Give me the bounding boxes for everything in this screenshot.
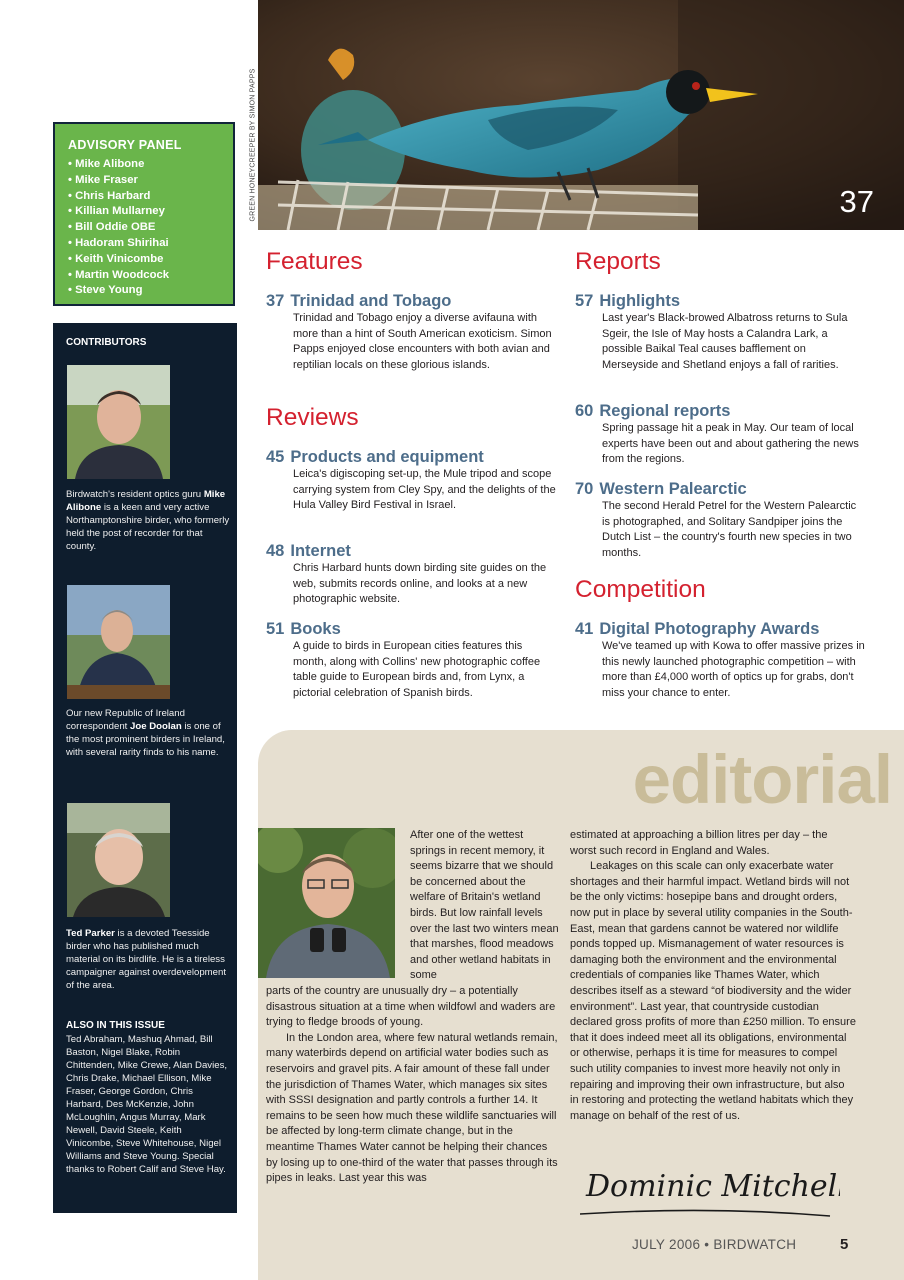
entry-title: 51 Books — [266, 620, 341, 638]
contributor-bio: Ted Parker is a devoted Teesside birder who has published much material on its birdlife. He is a tireless campaigner against overdevelopment of the area. — [66, 928, 226, 991]
feature-page-number: 37 — [839, 184, 874, 219]
footer-page-number: 5 — [840, 1236, 849, 1253]
advisory-member: • Mike Alibone — [68, 157, 233, 173]
contents-entry[interactable] — [575, 402, 865, 468]
svg-text:Dominic Mitchell: Dominic Mitchell — [586, 1169, 840, 1204]
advisory-list — [68, 157, 233, 299]
editorial-column-2: estimated at approaching a billion litres per day – the worst such record in England and Wales. Leakages on this scale can only exacerbate water shortages and their harmful impact. Wetland birds will not be the only victims: hosepipe bans and drought orders, now put in place by several utility companies in the South-East, mean that gardens cannot be watered nor wildlife ponds topped up. Mismanagement of water resources is damaging both the environment and the environmental credentials of companies like Thames Water, which describes itself as a steward “of biodiversity and the wider environment”. Last year, that countryside custodian declared gross profits of more than £250 million. To ensure that it does indeed meet all its obligations, environmental or otherwise, perhaps it is time for measures to compel such utility companies to invest more heavily not only in repairing and improving their own infrastructure, but also in restoring and protecting the wetland habitats which they manage on behalf of the rest of us. — [570, 829, 856, 1122]
advisory-member: • Keith Vinicombe — [68, 252, 233, 268]
advisory-panel — [53, 122, 235, 306]
contributor-photo — [67, 803, 170, 917]
advisory-member: • Bill Oddie OBE — [68, 220, 233, 236]
advisory-member: • Steve Young — [68, 283, 233, 299]
advisory-title: ADVISORY PANEL — [68, 138, 182, 152]
advisory-member: • Martin Woodcock — [68, 268, 233, 284]
advisory-member: • Hadoram Shirihai — [68, 236, 233, 252]
contributor-photo — [67, 365, 170, 479]
entry-title: 48 Internet — [266, 542, 351, 560]
features-heading: Features — [266, 248, 363, 275]
contributor-bio: Birdwatch's resident optics guru Mike Alibone is a keen and very active Northamptonshire birder, who formerly held the post of recorder for that county. — [66, 489, 230, 552]
editorial-column-1: parts of the country are unusually dry – a potentially disastrous situation at a time when wildfowl and waders are trying to fledge broods of young. In the London area, where few natural wetlands remain, many waterbirds depend on artificial water bodies such as reservoirs and gravel pits. A fair amount of these fall under the jurisdiction of Thames Water, which manages six sites with SSSI designation and partly controls a further 14. It remains to be seen how much these wildlife sanctuaries will be affected by long-term climate change, but in the meantime Thames Water cannot be helping their chances by losing up to one-third of the water that passes through its pipes in leaks. Last year this was — [266, 985, 558, 1185]
contributor-bio: Our new Republic of Ireland correspondent Joe Doolan is one of the most prominent birders in Ireland, with several rarity finds to his name. — [66, 708, 225, 758]
entry-title: 45 Products and equipment — [266, 448, 484, 466]
competition-heading: Competition — [575, 576, 706, 603]
editorial-heading: editorial — [632, 741, 892, 818]
hero-photo — [258, 0, 904, 230]
entry-text: Spring passage hit a peak in May. Our team of local experts have been out and about gathering the news from the regions. — [602, 422, 859, 466]
photo-credit: GREEN HONEYCREEPER BY SIMON PAPPS — [249, 68, 257, 222]
reports-heading: Reports — [575, 248, 661, 275]
entry-text: A guide to birds in European cities features this month, along with Collins' new photographic coffee table guide to European birds and, from Lynx, a pictorial celebration of Spanish birds. — [293, 640, 541, 699]
entry-text: Chris Harbard hunts down birding site guides on the web, submits records online, and looks at a new photographic website. — [293, 562, 547, 606]
also-in-issue-title: ALSO IN THIS ISSUE — [66, 1020, 165, 1031]
entry-text: We've teamed up with Kowa to offer massive prizes in this newly launched photographic competition – with more than £4,000 worth of optics up for grabs, don't miss your chance to enter. — [602, 640, 865, 699]
contributor-photo — [67, 585, 170, 699]
entry-text: Leica's digiscoping set-up, the Mule tripod and scope carrying system from Cley Spy, and the delights of the Hula Valley Bird Festival in Israel. — [293, 468, 556, 512]
editor-photo — [258, 828, 395, 978]
contents-entry[interactable] — [575, 480, 865, 561]
contents-entry[interactable] — [266, 448, 556, 514]
also-in-issue-text: Ted Abraham, Mashuq Ahmad, Bill Baston, Nigel Blake, Robin Chittenden, Mike Crewe, Alan Davies, Chris Drake, Michael Ellison, Mike Fraser, George Gordon, Chris Harbard, Des McKenzie, John McLoughlin, Angus Murray, Mark Newell, David Steele, Keith Vinicombe, Steve Whitehouse, Nigel Williams and Steve Young. Special thanks to Robert Calif and Steve Hay. — [66, 1034, 228, 1175]
advisory-member: • Mike Fraser — [68, 173, 233, 189]
contents-entry[interactable] — [575, 620, 865, 701]
reviews-heading: Reviews — [266, 404, 359, 431]
entry-title: 41 Digital Photography Awards — [575, 620, 820, 638]
entry-text: The second Herald Petrel for the Western Palearctic is photographed, and Solitary Sandpiper joins the Dutch List – the country's fourth new species in two months. — [602, 500, 857, 559]
contributors-panel — [53, 323, 237, 1213]
contributors-title: CONTRIBUTORS — [66, 337, 147, 348]
footer-issue: JULY 2006 • BIRDWATCH — [632, 1237, 797, 1252]
advisory-member: • Chris Harbard — [68, 189, 233, 205]
editor-signature — [580, 1156, 840, 1225]
editorial-wrap-text: After one of the wettest springs in recent memory, it seems bizarre that we should be concerned about the welfare of Britain's wetland birds. But low rainfall levels over the last two winters mean that marshes, flood meadows and other wetland habitats in some — [410, 829, 559, 982]
entry-title: 60 Regional reports — [575, 402, 731, 420]
advisory-member: • Killian Mullarney — [68, 204, 233, 220]
contents-entry[interactable] — [266, 542, 556, 608]
entry-title: 57 Highlights — [575, 292, 681, 310]
contents-entry[interactable] — [266, 292, 556, 373]
green-honeycreeper-image — [258, 0, 904, 230]
contents-entry[interactable] — [575, 292, 865, 373]
entry-text: Trinidad and Tobago enjoy a diverse avifauna with more than a hint of South American exoticism. Simon Papps enjoyed close encounters with both avian and reptilian locals on these glorious islands. — [293, 312, 552, 371]
entry-title: 37 Trinidad and Tobago — [266, 292, 452, 310]
entry-title: 70 Western Palearctic — [575, 480, 747, 498]
contents-entry[interactable] — [266, 620, 556, 701]
entry-text: Last year's Black-browed Albatross returns to Sula Sgeir, the Isle of May hosts a Calandra Lark, a possible Baikal Teal causes bafflement on Merseyside and Shetland enjoys a fall of rarities. — [602, 312, 848, 371]
